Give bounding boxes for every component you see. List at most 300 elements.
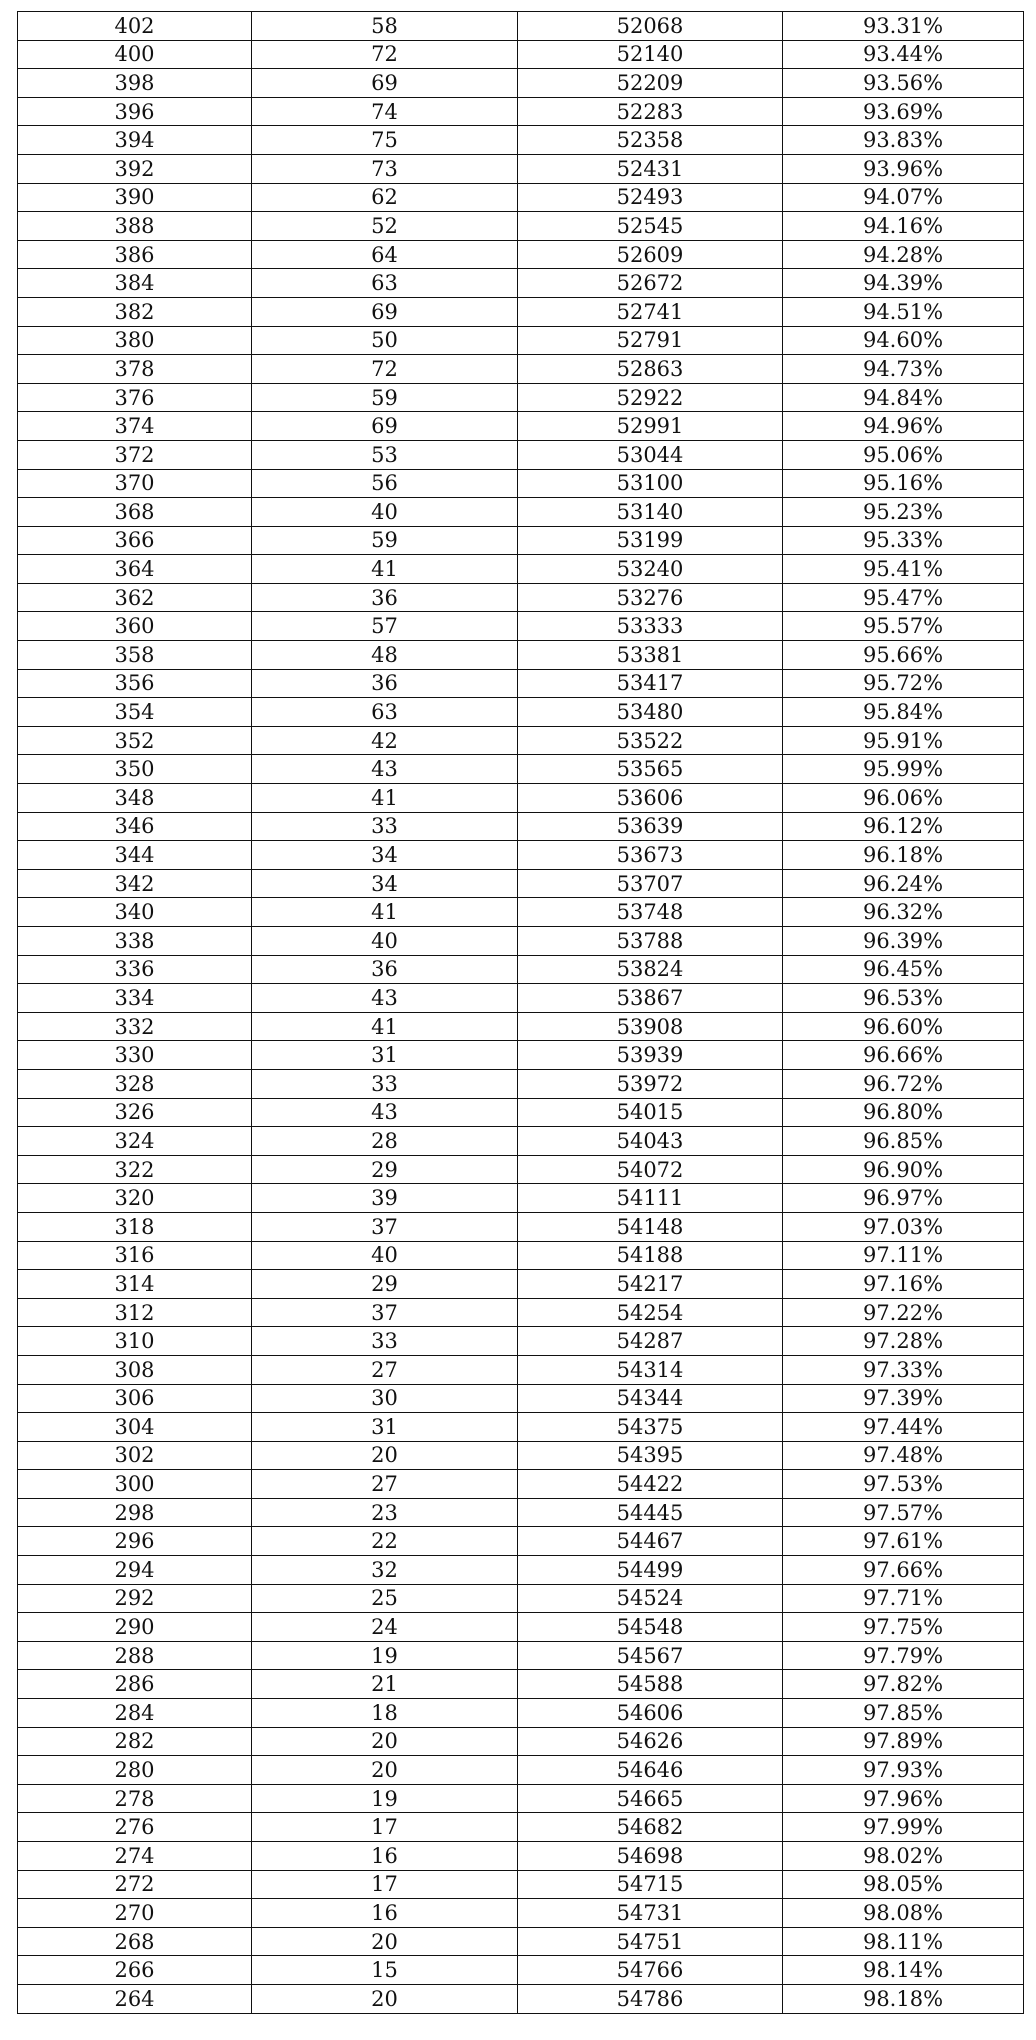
score-cell: 378	[18, 355, 252, 384]
count-cell: 62	[252, 183, 518, 212]
cumulative-count-cell: 53867	[518, 984, 783, 1013]
cumulative-count-cell: 54698	[518, 1842, 783, 1871]
score-cell: 296	[18, 1527, 252, 1556]
count-cell: 20	[252, 1441, 518, 1470]
count-cell: 39	[252, 1184, 518, 1213]
cumulative-count-cell: 52493	[518, 183, 783, 212]
cumulative-percent-cell: 97.22%	[783, 1298, 1024, 1327]
cumulative-count-cell: 53707	[518, 869, 783, 898]
score-cell: 288	[18, 1641, 252, 1670]
score-cell: 360	[18, 612, 252, 641]
cumulative-count-cell: 54015	[518, 1098, 783, 1127]
count-cell: 31	[252, 1041, 518, 1070]
score-cell: 304	[18, 1413, 252, 1442]
cumulative-percent-cell: 96.45%	[783, 955, 1024, 984]
table-row	[18, 755, 1024, 784]
cumulative-count-cell: 53417	[518, 669, 783, 698]
count-cell: 36	[252, 955, 518, 984]
table-row	[18, 469, 1024, 498]
count-cell: 72	[252, 355, 518, 384]
count-cell: 19	[252, 1641, 518, 1670]
table-row	[18, 612, 1024, 641]
cumulative-count-cell: 54646	[518, 1756, 783, 1785]
cumulative-percent-cell: 94.07%	[783, 183, 1024, 212]
score-cell: 374	[18, 412, 252, 441]
score-cell: 384	[18, 269, 252, 298]
score-cell: 294	[18, 1556, 252, 1585]
count-cell: 58	[252, 12, 518, 41]
score-cell: 276	[18, 1813, 252, 1842]
count-cell: 43	[252, 1098, 518, 1127]
cumulative-percent-cell: 97.28%	[783, 1327, 1024, 1356]
table-row	[18, 1127, 1024, 1156]
cumulative-percent-cell: 96.85%	[783, 1127, 1024, 1156]
cumulative-percent-cell: 97.03%	[783, 1212, 1024, 1241]
cumulative-percent-cell: 96.80%	[783, 1098, 1024, 1127]
cumulative-count-cell: 52609	[518, 240, 783, 269]
table-row	[18, 1527, 1024, 1556]
cumulative-percent-cell: 98.02%	[783, 1842, 1024, 1871]
count-cell: 20	[252, 1927, 518, 1956]
cumulative-percent-cell: 97.99%	[783, 1813, 1024, 1842]
cumulative-percent-cell: 97.61%	[783, 1527, 1024, 1556]
score-cell: 380	[18, 326, 252, 355]
count-cell: 33	[252, 812, 518, 841]
cumulative-percent-cell: 96.90%	[783, 1155, 1024, 1184]
count-cell: 37	[252, 1298, 518, 1327]
count-cell: 22	[252, 1527, 518, 1556]
table-row	[18, 1584, 1024, 1613]
cumulative-count-cell: 53100	[518, 469, 783, 498]
score-cell: 346	[18, 812, 252, 841]
table-body	[18, 12, 1024, 2014]
cumulative-percent-cell: 97.79%	[783, 1641, 1024, 1670]
table-row	[18, 1270, 1024, 1299]
count-cell: 56	[252, 469, 518, 498]
cumulative-count-cell: 54254	[518, 1298, 783, 1327]
score-cell: 354	[18, 698, 252, 727]
count-cell: 23	[252, 1498, 518, 1527]
count-cell: 41	[252, 555, 518, 584]
table-row	[18, 669, 1024, 698]
table-row	[18, 1298, 1024, 1327]
score-cell: 396	[18, 97, 252, 126]
count-cell: 73	[252, 154, 518, 183]
table-row	[18, 297, 1024, 326]
score-cell: 358	[18, 641, 252, 670]
table-row	[18, 984, 1024, 1013]
count-cell: 28	[252, 1127, 518, 1156]
count-cell: 25	[252, 1584, 518, 1613]
count-cell: 16	[252, 1842, 518, 1871]
score-cell: 280	[18, 1756, 252, 1785]
table-row	[18, 212, 1024, 241]
score-cell: 356	[18, 669, 252, 698]
cumulative-count-cell: 54548	[518, 1613, 783, 1642]
table-row	[18, 841, 1024, 870]
cumulative-percent-cell: 96.60%	[783, 1012, 1024, 1041]
cumulative-percent-cell: 97.53%	[783, 1470, 1024, 1499]
cumulative-count-cell: 53044	[518, 440, 783, 469]
cumulative-count-cell: 53276	[518, 583, 783, 612]
score-cell: 302	[18, 1441, 252, 1470]
count-cell: 30	[252, 1384, 518, 1413]
count-cell: 41	[252, 898, 518, 927]
table-row	[18, 269, 1024, 298]
table-row	[18, 1956, 1024, 1985]
cumulative-count-cell: 54043	[518, 1127, 783, 1156]
table-row	[18, 1842, 1024, 1871]
count-cell: 29	[252, 1270, 518, 1299]
count-cell: 74	[252, 97, 518, 126]
cumulative-count-cell: 54751	[518, 1927, 783, 1956]
table-row	[18, 1384, 1024, 1413]
cumulative-percent-cell: 95.91%	[783, 726, 1024, 755]
table-row	[18, 1470, 1024, 1499]
cumulative-count-cell: 54499	[518, 1556, 783, 1585]
cumulative-count-cell: 54111	[518, 1184, 783, 1213]
count-cell: 69	[252, 69, 518, 98]
table-row	[18, 1670, 1024, 1699]
cumulative-percent-cell: 97.93%	[783, 1756, 1024, 1785]
cumulative-percent-cell: 93.56%	[783, 69, 1024, 98]
count-cell: 16	[252, 1899, 518, 1928]
score-cell: 392	[18, 154, 252, 183]
table-row	[18, 927, 1024, 956]
table-row	[18, 1327, 1024, 1356]
cumulative-count-cell: 53673	[518, 841, 783, 870]
score-cell: 284	[18, 1699, 252, 1728]
cumulative-count-cell: 54665	[518, 1784, 783, 1813]
count-cell: 59	[252, 383, 518, 412]
table-row	[18, 1184, 1024, 1213]
cumulative-count-cell: 52672	[518, 269, 783, 298]
count-cell: 29	[252, 1155, 518, 1184]
cumulative-count-cell: 53939	[518, 1041, 783, 1070]
score-cell: 306	[18, 1384, 252, 1413]
cumulative-percent-cell: 93.69%	[783, 97, 1024, 126]
cumulative-percent-cell: 97.89%	[783, 1727, 1024, 1756]
cumulative-percent-cell: 96.24%	[783, 869, 1024, 898]
cumulative-count-cell: 53240	[518, 555, 783, 584]
cumulative-count-cell: 54422	[518, 1470, 783, 1499]
cumulative-count-cell: 54626	[518, 1727, 783, 1756]
score-cell: 340	[18, 898, 252, 927]
cumulative-count-cell: 52545	[518, 212, 783, 241]
count-cell: 17	[252, 1870, 518, 1899]
count-cell: 48	[252, 641, 518, 670]
cumulative-count-cell: 54072	[518, 1155, 783, 1184]
score-cell: 400	[18, 40, 252, 69]
score-cell: 382	[18, 297, 252, 326]
count-cell: 20	[252, 1756, 518, 1785]
score-cell: 370	[18, 469, 252, 498]
cumulative-count-cell: 53748	[518, 898, 783, 927]
cumulative-count-cell: 54731	[518, 1899, 783, 1928]
cumulative-percent-cell: 95.23%	[783, 498, 1024, 527]
cumulative-count-cell: 53972	[518, 1069, 783, 1098]
table-row	[18, 698, 1024, 727]
count-cell: 24	[252, 1613, 518, 1642]
cumulative-count-cell: 54148	[518, 1212, 783, 1241]
cumulative-count-cell: 52431	[518, 154, 783, 183]
count-cell: 43	[252, 755, 518, 784]
cumulative-percent-cell: 98.14%	[783, 1956, 1024, 1985]
score-cell: 368	[18, 498, 252, 527]
cumulative-percent-cell: 94.73%	[783, 355, 1024, 384]
score-cell: 312	[18, 1298, 252, 1327]
score-cell: 366	[18, 526, 252, 555]
table-row	[18, 526, 1024, 555]
cumulative-percent-cell: 96.12%	[783, 812, 1024, 841]
cumulative-count-cell: 54786	[518, 1984, 783, 2013]
cumulative-percent-cell: 96.53%	[783, 984, 1024, 1013]
table-row	[18, 869, 1024, 898]
cumulative-count-cell: 54524	[518, 1584, 783, 1613]
cumulative-count-cell: 52791	[518, 326, 783, 355]
cumulative-count-cell: 54766	[518, 1956, 783, 1985]
count-cell: 59	[252, 526, 518, 555]
cumulative-percent-cell: 97.16%	[783, 1270, 1024, 1299]
cumulative-count-cell: 54314	[518, 1355, 783, 1384]
table-row	[18, 1155, 1024, 1184]
score-cell: 320	[18, 1184, 252, 1213]
score-cell: 332	[18, 1012, 252, 1041]
score-cell: 388	[18, 212, 252, 241]
table-row	[18, 97, 1024, 126]
cumulative-percent-cell: 94.39%	[783, 269, 1024, 298]
cumulative-percent-cell: 97.48%	[783, 1441, 1024, 1470]
score-cell: 272	[18, 1870, 252, 1899]
count-cell: 52	[252, 212, 518, 241]
cumulative-percent-cell: 95.72%	[783, 669, 1024, 698]
cumulative-percent-cell: 94.96%	[783, 412, 1024, 441]
table-row	[18, 1699, 1024, 1728]
count-cell: 31	[252, 1413, 518, 1442]
cumulative-count-cell: 54375	[518, 1413, 783, 1442]
table-row	[18, 1870, 1024, 1899]
score-cell: 402	[18, 12, 252, 41]
score-cell: 328	[18, 1069, 252, 1098]
count-cell: 57	[252, 612, 518, 641]
score-cell: 308	[18, 1355, 252, 1384]
cumulative-percent-cell: 98.18%	[783, 1984, 1024, 2013]
count-cell: 40	[252, 498, 518, 527]
cumulative-count-cell: 53908	[518, 1012, 783, 1041]
score-distribution-table	[17, 11, 1024, 2014]
cumulative-percent-cell: 97.57%	[783, 1498, 1024, 1527]
table-row	[18, 498, 1024, 527]
table-row	[18, 898, 1024, 927]
cumulative-count-cell: 52068	[518, 12, 783, 41]
score-cell: 376	[18, 383, 252, 412]
table-row	[18, 40, 1024, 69]
cumulative-percent-cell: 93.83%	[783, 126, 1024, 155]
table-row	[18, 154, 1024, 183]
cumulative-percent-cell: 96.72%	[783, 1069, 1024, 1098]
cumulative-count-cell: 53140	[518, 498, 783, 527]
table-row	[18, 126, 1024, 155]
count-cell: 20	[252, 1984, 518, 2013]
count-cell: 42	[252, 726, 518, 755]
cumulative-percent-cell: 93.96%	[783, 154, 1024, 183]
table-row	[18, 69, 1024, 98]
cumulative-percent-cell: 97.33%	[783, 1355, 1024, 1384]
table-row	[18, 784, 1024, 813]
cumulative-percent-cell: 97.44%	[783, 1413, 1024, 1442]
cumulative-percent-cell: 95.33%	[783, 526, 1024, 555]
score-cell: 324	[18, 1127, 252, 1156]
cumulative-percent-cell: 97.71%	[783, 1584, 1024, 1613]
table-row	[18, 1784, 1024, 1813]
table-row	[18, 183, 1024, 212]
table-row	[18, 1355, 1024, 1384]
count-cell: 21	[252, 1670, 518, 1699]
score-cell: 310	[18, 1327, 252, 1356]
score-cell: 314	[18, 1270, 252, 1299]
cumulative-percent-cell: 93.31%	[783, 12, 1024, 41]
cumulative-percent-cell: 95.16%	[783, 469, 1024, 498]
table-row	[18, 326, 1024, 355]
cumulative-percent-cell: 95.84%	[783, 698, 1024, 727]
cumulative-count-cell: 52140	[518, 40, 783, 69]
cumulative-percent-cell: 97.75%	[783, 1613, 1024, 1642]
cumulative-count-cell: 54287	[518, 1327, 783, 1356]
cumulative-count-cell: 53639	[518, 812, 783, 841]
table-row	[18, 383, 1024, 412]
table-row	[18, 726, 1024, 755]
count-cell: 53	[252, 440, 518, 469]
table-row	[18, 1813, 1024, 1842]
count-cell: 64	[252, 240, 518, 269]
count-cell: 69	[252, 297, 518, 326]
table-row	[18, 583, 1024, 612]
score-cell: 318	[18, 1212, 252, 1241]
cumulative-count-cell: 54715	[518, 1870, 783, 1899]
cumulative-count-cell: 54682	[518, 1813, 783, 1842]
count-cell: 69	[252, 412, 518, 441]
cumulative-count-cell: 53480	[518, 698, 783, 727]
score-cell: 364	[18, 555, 252, 584]
cumulative-percent-cell: 97.66%	[783, 1556, 1024, 1585]
cumulative-percent-cell: 96.32%	[783, 898, 1024, 927]
count-cell: 36	[252, 583, 518, 612]
score-cell: 322	[18, 1155, 252, 1184]
cumulative-percent-cell: 95.99%	[783, 755, 1024, 784]
table-row	[18, 1613, 1024, 1642]
cumulative-percent-cell: 96.97%	[783, 1184, 1024, 1213]
cumulative-percent-cell: 97.96%	[783, 1784, 1024, 1813]
cumulative-count-cell: 53606	[518, 784, 783, 813]
cumulative-count-cell: 54217	[518, 1270, 783, 1299]
score-cell: 386	[18, 240, 252, 269]
table-row	[18, 12, 1024, 41]
score-cell: 336	[18, 955, 252, 984]
cumulative-percent-cell: 97.85%	[783, 1699, 1024, 1728]
count-cell: 20	[252, 1727, 518, 1756]
count-cell: 33	[252, 1327, 518, 1356]
table-row	[18, 1756, 1024, 1785]
cumulative-percent-cell: 94.84%	[783, 383, 1024, 412]
count-cell: 63	[252, 269, 518, 298]
cumulative-percent-cell: 95.06%	[783, 440, 1024, 469]
score-cell: 266	[18, 1956, 252, 1985]
cumulative-percent-cell: 94.28%	[783, 240, 1024, 269]
cumulative-percent-cell: 98.05%	[783, 1870, 1024, 1899]
count-cell: 40	[252, 1241, 518, 1270]
cumulative-percent-cell: 95.41%	[783, 555, 1024, 584]
table-row	[18, 1441, 1024, 1470]
cumulative-count-cell: 54588	[518, 1670, 783, 1699]
count-cell: 34	[252, 869, 518, 898]
score-cell: 282	[18, 1727, 252, 1756]
table-row	[18, 1984, 1024, 2013]
count-cell: 18	[252, 1699, 518, 1728]
cumulative-percent-cell: 97.39%	[783, 1384, 1024, 1413]
table-row	[18, 440, 1024, 469]
cumulative-count-cell: 53788	[518, 927, 783, 956]
table-row	[18, 1413, 1024, 1442]
score-cell: 274	[18, 1842, 252, 1871]
score-cell: 338	[18, 927, 252, 956]
table-row	[18, 1069, 1024, 1098]
count-cell: 36	[252, 669, 518, 698]
cumulative-percent-cell: 96.06%	[783, 784, 1024, 813]
cumulative-percent-cell: 94.16%	[783, 212, 1024, 241]
table-row	[18, 1241, 1024, 1270]
cumulative-count-cell: 52991	[518, 412, 783, 441]
cumulative-count-cell: 53333	[518, 612, 783, 641]
table-row	[18, 1899, 1024, 1928]
table-row	[18, 641, 1024, 670]
table-row	[18, 355, 1024, 384]
cumulative-count-cell: 54344	[518, 1384, 783, 1413]
cumulative-count-cell: 53522	[518, 726, 783, 755]
count-cell: 32	[252, 1556, 518, 1585]
count-cell: 33	[252, 1069, 518, 1098]
score-cell: 330	[18, 1041, 252, 1070]
table-row	[18, 1498, 1024, 1527]
table-row	[18, 955, 1024, 984]
count-cell: 27	[252, 1470, 518, 1499]
score-cell: 342	[18, 869, 252, 898]
score-cell: 394	[18, 126, 252, 155]
count-cell: 41	[252, 1012, 518, 1041]
count-cell: 63	[252, 698, 518, 727]
cumulative-percent-cell: 94.60%	[783, 326, 1024, 355]
table-row	[18, 412, 1024, 441]
score-cell: 390	[18, 183, 252, 212]
count-cell: 41	[252, 784, 518, 813]
cumulative-count-cell: 52922	[518, 383, 783, 412]
cumulative-count-cell: 52209	[518, 69, 783, 98]
cumulative-count-cell: 54606	[518, 1699, 783, 1728]
cumulative-count-cell: 54188	[518, 1241, 783, 1270]
score-cell: 344	[18, 841, 252, 870]
table-row	[18, 240, 1024, 269]
table-row	[18, 1098, 1024, 1127]
cumulative-count-cell: 54467	[518, 1527, 783, 1556]
cumulative-count-cell: 54445	[518, 1498, 783, 1527]
cumulative-count-cell: 52863	[518, 355, 783, 384]
table-row	[18, 1727, 1024, 1756]
count-cell: 27	[252, 1355, 518, 1384]
score-cell: 398	[18, 69, 252, 98]
table-row	[18, 812, 1024, 841]
cumulative-percent-cell: 95.57%	[783, 612, 1024, 641]
score-cell: 278	[18, 1784, 252, 1813]
score-cell: 264	[18, 1984, 252, 2013]
